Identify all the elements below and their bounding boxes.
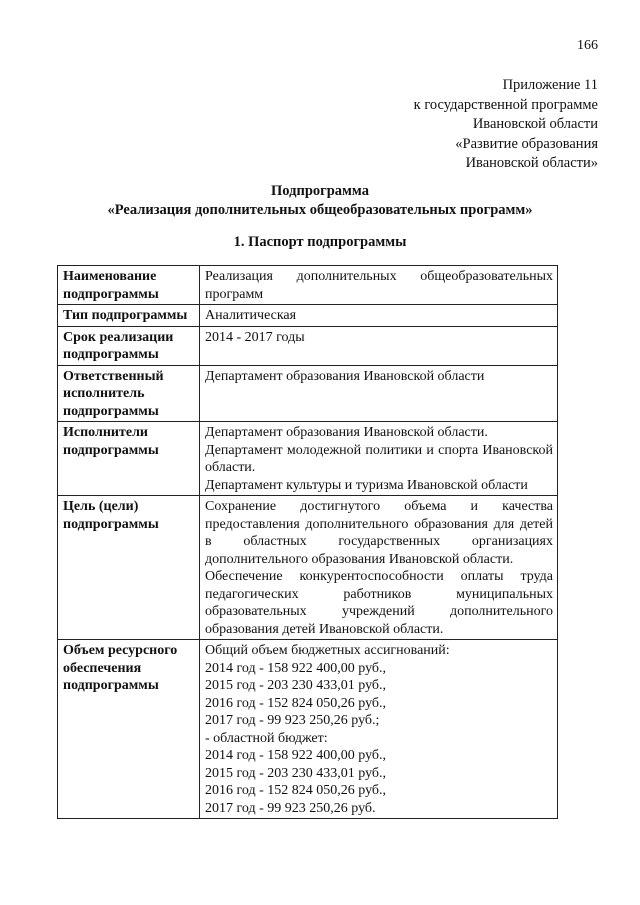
value-line: 2017 год - 99 923 250,26 руб. bbox=[205, 800, 376, 816]
table-row bbox=[58, 422, 558, 496]
appendix-line: Ивановской области bbox=[472, 116, 598, 133]
row-label: Срок реализации подпрограммы bbox=[58, 326, 200, 365]
value-line: Обеспечение конкурентоспособности оплаты труда педагогических работников муниципальных образовательных учреждений дополнительного образования детей Ивановской области. bbox=[205, 569, 553, 637]
row-label: Исполнители подпрограммы bbox=[58, 422, 200, 496]
appendix-line: Приложение 11 bbox=[502, 77, 598, 93]
value-line: 2016 год - 152 824 050,26 руб., bbox=[205, 783, 387, 798]
row-label: Тип подпрограммы bbox=[58, 305, 200, 327]
table-row bbox=[58, 496, 558, 640]
value-line: 2016 год - 152 824 050,26 руб., bbox=[205, 695, 387, 711]
row-value bbox=[200, 326, 558, 365]
row-label: Ответственный исполнитель подпрограммы bbox=[58, 365, 200, 422]
value-line: 2017 год - 99 923 250,26 руб.; bbox=[205, 713, 380, 728]
passport-table bbox=[57, 265, 558, 819]
table-row bbox=[58, 266, 558, 305]
value-line: - областной бюджет: bbox=[205, 730, 328, 746]
appendix-reference bbox=[414, 76, 598, 174]
value-line: Реализация дополнительных общеобразовательных программ bbox=[205, 269, 553, 302]
value-line: 2014 - 2017 годы bbox=[205, 329, 305, 345]
table-row bbox=[58, 326, 558, 365]
row-value bbox=[200, 496, 558, 640]
value-line: Аналитическая bbox=[205, 308, 297, 323]
row-value bbox=[200, 365, 558, 422]
value-line: Департамент культуры и туризма Ивановской области bbox=[205, 477, 528, 493]
subprogram-heading: Подпрограмма bbox=[271, 183, 369, 199]
subprogram-title: «Реализация дополнительных общеобразовательных программ» bbox=[107, 202, 533, 218]
value-line: Департамент молодежной политики и спорта Ивановской области. bbox=[205, 442, 553, 475]
value-line: 2015 год - 203 230 433,01 руб., bbox=[205, 678, 387, 693]
appendix-line: «Развитие образования bbox=[455, 135, 598, 152]
row-label: Наименование подпрограммы bbox=[58, 266, 200, 305]
value-line: Департамент образования Ивановской области. bbox=[205, 425, 488, 440]
value-line: Общий объем бюджетных ассигнований: bbox=[205, 643, 450, 658]
appendix-line: Ивановской области» bbox=[465, 155, 598, 172]
value-line: 2014 год - 158 922 400,00 руб., bbox=[205, 660, 387, 676]
page-number: 166 bbox=[577, 38, 598, 53]
row-value bbox=[200, 640, 558, 819]
row-value bbox=[200, 422, 558, 496]
table-row bbox=[58, 640, 558, 819]
value-line: Сохранение достигнутого объема и качества предоставления дополнительного образования для детей в областных государственных организациях дополнительного образования Ивановской области. bbox=[205, 499, 553, 567]
row-label: Объем ресурсного обеспечения подпрограммы bbox=[58, 640, 200, 819]
table-row bbox=[58, 365, 558, 422]
row-label: Цель (цели) подпрограммы bbox=[58, 496, 200, 640]
row-value bbox=[200, 305, 558, 327]
section-title: 1. Паспорт подпрограммы bbox=[233, 234, 407, 250]
table-row bbox=[58, 305, 558, 327]
value-line: 2014 год - 158 922 400,00 руб., bbox=[205, 748, 387, 763]
appendix-line: к государственной программе bbox=[413, 96, 598, 113]
value-line: Департамент образования Ивановской области bbox=[205, 368, 485, 384]
row-value bbox=[200, 266, 558, 305]
value-line: 2015 год - 203 230 433,01 руб., bbox=[205, 765, 387, 781]
